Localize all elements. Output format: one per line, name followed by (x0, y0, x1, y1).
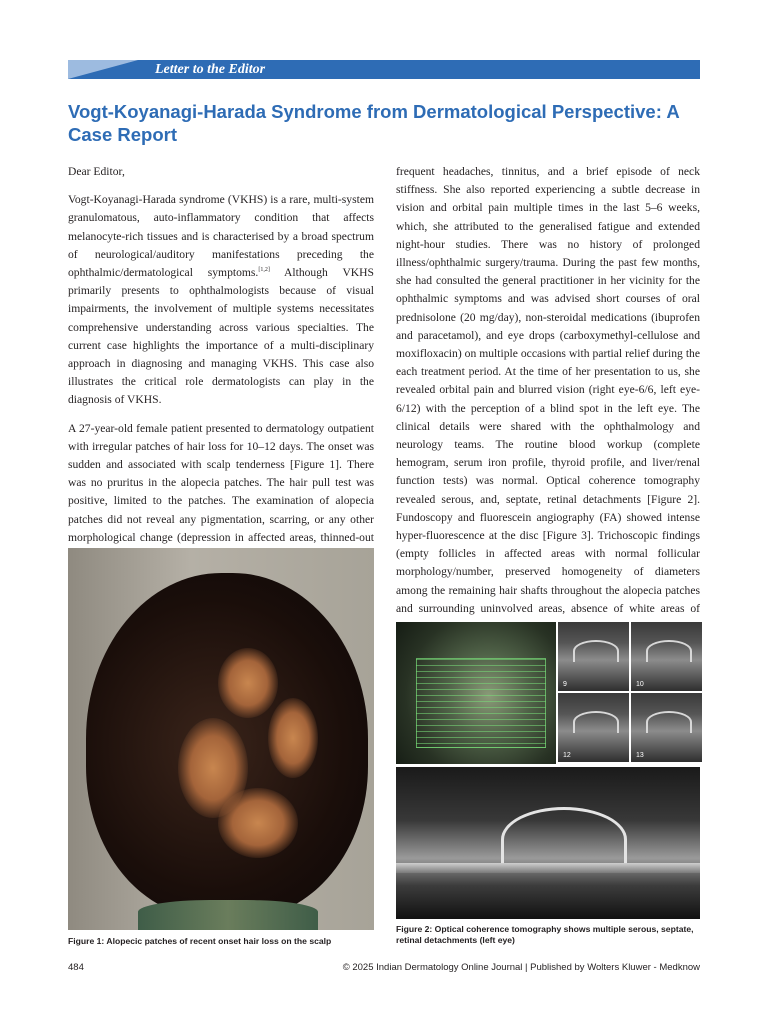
detachment-dome (573, 711, 619, 733)
case-paragraph: A 27-year-old female patient presented to dermatology outpatient with irregular patches of hair loss for 10–12 days. The onset was sudden and associated with scalp tenderness [Figure 1]. There was no pruritus in the alopecia patches. The hair pull test was positive, limited to the patches. The examination of alopecia patches did not reveal any pigmentation, scarring, or any other morphological change (depression in affected areas, thinned-out (68, 421, 374, 544)
intro-paragraph (68, 191, 374, 409)
retinal-layer-band (396, 863, 700, 873)
banner-notch (68, 60, 138, 79)
case-continuation-paragraph: frequent headaches, tinnitus, and a brief episode of neck stiffness. She also reported experiencing a subtle decrease in vision and orbital pain multiple times in the last 5–6 weeks, which, she attributed to the generalised fatigue and extended night-hour studies. There was no history of prolonged illness/ophthalmic surgery/trauma. During the past few months, she had consulted the general practitioner in her vicinity for the ophthalmic symptoms and was advised short courses of oral prednisolone (20 mg/day), non-steroidal medications (ibuprofen and paracetamol), and eye drops (carboxymethyl-cellulose and moxifloxacin) on multiple occasions with partial relief during the each treatment period. At the time of her presentation to us, she revealed orbital pain and blurred vision (right eye-6/6, left eye- 6/12) with the perception of a blind spot in the left eye. The clinical details were shared with the ophthalmology and neurology teams. The routine blood workup (complete hemogram, serum iron profile, thyroid profile, and liver/renal function tests) was normal. Optical coherence tomography revealed serous, and, septate, retinal detachments [Figure 2]. Fundoscopy and fluorescein angiography (FA) showed intense hyper-fluorescence at the disc [Figure 3]. Trichoscopic findings (empty follicles in affected areas with normal follicular morphology/number, preserved homogeneity of diameters among the remaining hair shafts throughout the alopecia patches and surrounding uninvolved areas, absence of white areas of (396, 165, 700, 615)
detachment-dome (646, 640, 692, 662)
panel-number: 10 (636, 681, 644, 688)
alopecia-patch (268, 698, 318, 778)
left-column (68, 163, 374, 593)
fundus-image (396, 622, 556, 764)
figure-2-caption: Figure 2: Optical coherence tomography shows multiple serous, septate, retinal detachments (left eye) (396, 924, 694, 945)
figure-1-scalp-photo (68, 548, 374, 930)
section-label: Letter to the Editor (155, 62, 266, 77)
oct-scan-panel (558, 622, 629, 691)
oct-scan-grid (416, 658, 546, 748)
panel-number: 9 (563, 681, 567, 688)
detachment-dome (573, 640, 619, 662)
copyright-line: © 2025 Indian Dermatology Online Journal | Published by Wolters Kluwer - Medknow (342, 962, 700, 973)
oct-scan-panel (631, 693, 702, 762)
oct-scan-panel (631, 622, 702, 691)
alopecia-patch (218, 788, 298, 858)
right-column (396, 163, 700, 664)
panel-number: 12 (563, 752, 571, 759)
detachment-dome (646, 711, 692, 733)
salutation: Dear Editor, (68, 165, 125, 178)
intro-text: Vogt-Koyanagi-Harada syndrome (VKHS) is a rare, multi-system granulomatous, auto-inflammatory condition that affects melanocyte-rich tissues and is characterised by a broad spectrum of neurological/auditory manifestations preceding the ophthalmic/dermatological symptoms. (68, 193, 374, 280)
figure-1-caption: Figure 1: Alopecic patches of recent onset hair loss on the scalp (68, 936, 332, 946)
oct-scan-panel (558, 693, 629, 762)
figure-2-oct-images (396, 622, 700, 919)
shirt-collar (138, 900, 318, 930)
intro-text-cont: Although VKHS primarily presents to ophthalmologists because of visual impairments, the involvement of multiple systems necessitates comprehensive understanding across various specialties. The current case highlights the importance of a multi-disciplinary approach in diagnosing and managing VKHS. This case also illustrates the critical role dermatologists can play in the diagnosis of VKHS. (68, 266, 375, 407)
page-number: 484 (68, 962, 84, 973)
reference-citation: [1,2] (258, 267, 270, 274)
alopecia-patch (218, 648, 278, 718)
article-title: Vogt-Koyanagi-Harada Syndrome from Dermatological Perspective: A Case Report (68, 101, 679, 145)
panel-number: 13 (636, 752, 644, 759)
oct-large-scan (396, 767, 700, 919)
